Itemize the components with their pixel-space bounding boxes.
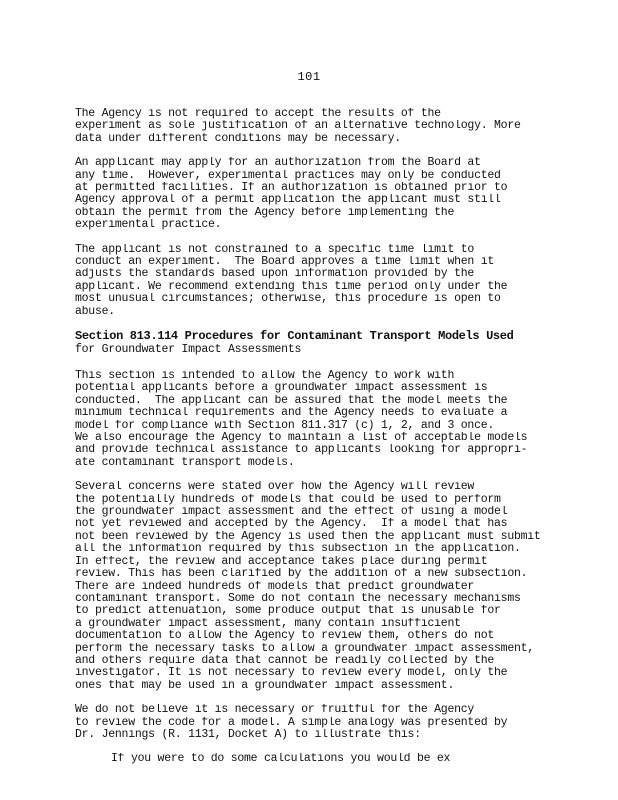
text-line: This section is intended to allow the Agency to work with: [75, 370, 455, 382]
text-line: any time. However, experimental practices may only be conducted: [75, 169, 501, 182]
block-quote: [75, 753, 575, 765]
text-line: The applicant is not constrained to a specific time limit to: [75, 243, 475, 256]
text-line: and others require data that cannot be readily collected by the: [75, 654, 495, 667]
section-subtitle: for Groundwater Impact Assessments: [75, 342, 302, 356]
text-line: not yet reviewed and accepted by the Agency. If a model that has: [75, 518, 508, 531]
text-line: most unusual circumstances; otherwise, this procedure is open to: [75, 293, 501, 306]
text-line: ones that may be used in a groundwater impact assessment.: [75, 679, 455, 692]
section-paragraph-3: [75, 704, 575, 741]
text-line: potential applicants before a groundwater impact assessment is: [75, 382, 488, 395]
text-line: documentation to allow the Agency to review them, others do not: [75, 630, 495, 643]
paragraph-1: [75, 108, 575, 145]
text-line: data under different conditions may be necessary.: [75, 132, 401, 145]
text-line: ate contaminant transport models.: [75, 456, 295, 469]
body-text: [75, 108, 575, 778]
text-line: experimental practice.: [75, 219, 222, 232]
text-line: to review the code for a model. A simple analogy was presented by: [75, 716, 508, 729]
text-line: not been reviewed by the Agency is used then the applicant must submit: [75, 530, 541, 543]
text-line: An applicant may apply for an authorization from the Board at: [75, 157, 481, 170]
text-line: contaminant transport. Some do not contain the necessary mechanisms: [75, 592, 521, 605]
text-line: We do not believe it is necessary or fruitful for the Agency: [75, 704, 475, 717]
text-line: investigator. It is not necessary to review every model, only the: [75, 667, 508, 680]
text-line: Several concerns were stated over how the Agency will review: [75, 481, 475, 494]
paragraph-3: [75, 244, 575, 318]
text-line: conduct an experiment. The Board approves a time limit when it: [75, 256, 495, 269]
text-line: the potentially hundreds of models that could be used to perform: [75, 493, 501, 506]
paragraph-2: [75, 157, 575, 231]
text-line: review. This has been clarified by the addition of a new subsection.: [75, 568, 528, 581]
text-line: applicant. We recommend extending this time period only under the: [75, 280, 508, 293]
text-line: obtain the permit from the Agency before implementing the: [75, 206, 455, 219]
text-line: perform the necessary tasks to allow a groundwater impact assessment,: [75, 642, 534, 655]
text-line: the groundwater impact assessment and the effect of using a model: [75, 506, 508, 519]
text-line: model for compliance with Section 811.317 (c) 1, 2, and 3 once.: [75, 419, 495, 432]
text-line: experiment as sole justification of an alternative technology. More: [75, 120, 521, 133]
section-paragraph-2: [75, 481, 575, 692]
text-line: Dr. Jennings (R. 1131, Docket A) to illustrate this:: [75, 728, 421, 741]
text-line: The Agency is not required to accept the results of the: [75, 108, 441, 120]
text-line: and provide technical assistance to applicants looking for appropri-: [75, 444, 528, 457]
text-line: abuse.: [75, 305, 115, 318]
text-line: Agency approval of a permit application the applicant must still: [75, 194, 501, 207]
text-line: adjusts the standards based upon information provided by the: [75, 268, 475, 281]
text-line: to predict attenuation, some produce output that is unusable for: [75, 605, 501, 618]
text-line: minimum technical requirements and the Agency needs to evaluate a: [75, 407, 508, 420]
text-line: In effect, the review and acceptance takes place during permit: [75, 555, 488, 568]
text-line: There are indeed hundreds of models that predict groundwater: [75, 580, 475, 593]
section-heading: [75, 330, 575, 356]
text-line: all the information required by this subsection in the application.: [75, 543, 521, 556]
section-paragraph-1: [75, 370, 575, 469]
section-title: Section 813.114 Procedures for Contaminant Transport Models Used: [75, 329, 514, 344]
text-line: a groundwater impact assessment, many contain insufficient: [75, 617, 461, 630]
page-number: 101: [297, 70, 321, 84]
text-line: We also encourage the Agency to maintain a list of acceptable models: [75, 432, 528, 445]
quote-line: If you were to do some calculations you would be ex: [111, 753, 451, 766]
text-line: at permitted facilities. If an authorization is obtained prior to: [75, 182, 508, 195]
text-line: conducted. The applicant can be assured that the model meets the: [75, 394, 508, 407]
